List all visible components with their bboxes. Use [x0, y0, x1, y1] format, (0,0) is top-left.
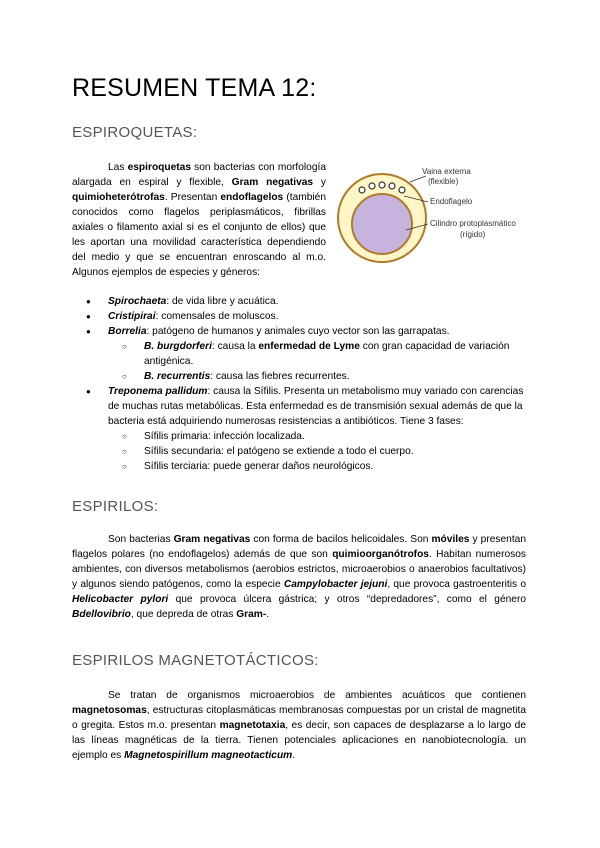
list-item: ● Borrelia: patógeno de humanos y animales cuyo vector son las garrapatas. ○ B. burgdorferi: causa la enfermedad de Lyme con gran capacidad de variación antigénica. ○ B. recurrentis: causa las fiebres recurrentes. — [86, 324, 526, 384]
magnetotacticos-paragraph: Se tratan de organismos microaerobios de ambientes acuáticos que contienen magnetosomas, estructuras citoplasmáticas membranosas compuestas por un cristal de magnetita o gregita. Estos m.o. presentan magnetotaxia, es decir, son capaces de desplazarse a lo largo de las líneas magnéticas de la tierra. Tienen potenciales aplicaciones en nanobiotecnología. un ejemplo es Magnetospirillum magneotacticum. — [72, 690, 526, 761]
list-item: ○ Sífilis secundaria: el patógeno se extiende a todo el cuerpo. — [108, 444, 526, 459]
espirilos-paragraph: Son bacterias Gram negativas con forma de bacilos helicoidales. Son móviles y presentan flagelos polares (no endoflagelos) además de que son quimioorganótrofos. Habitan numerosos ambientes, con diversos metabolismos (aerobios estrictos, microaerobios o anaerobios facultativos) y algunos siendo patógenos, como la especie Campylobacter jejuni, que provoca gastroenteritis o Helicobacter pylori que provoca úlcera gástrica; y otros “depredadores”, como el género Bdellovibrio, que depreda de otras Gram-. — [72, 534, 527, 620]
list-item: ○ Sífilis primaria: infección localizada. — [108, 429, 526, 444]
endoflagellum-1 — [359, 187, 365, 193]
endoflagellum-5 — [399, 187, 405, 193]
list-item: ○ B. recurrentis: causa las fiebres recurrentes. — [108, 369, 526, 384]
label-outer-sheath: Vaina externa — [422, 167, 471, 176]
espiroquetas-intro: Las espiroquetas son bacterias con morfología alargada en espiral y flexible, Gram negativas y quimioheterótrofas. Presentan endoflagelos (también conocidos como flagelos periplasmáticos, fibrillas axiales o filamento axial si es el conjunto de ellos) que les aportan una movilidad característica dependiendo del medio y que se encuentran enroscando al m.o. Algunos ejemplos de especies y géneros: — [72, 162, 326, 278]
label-cylinder-2: (rígido) — [460, 230, 486, 239]
section-heading-espiroquetas: ESPIROQUETAS: — [72, 124, 198, 141]
label-endoflagellum: Endoflagelo — [430, 197, 473, 206]
endoflagellum-4 — [389, 183, 395, 189]
species-list — [86, 294, 526, 474]
list-item: ● Spirochaeta: de vida libre y acuática. — [86, 294, 526, 309]
spirochete-cross-section-diagram — [334, 160, 534, 290]
list-item: ○ Sífilis terciaria: puede generar daños neurológicos. — [108, 459, 526, 474]
endoflagellum-2 — [369, 183, 375, 189]
list-item: ○ B. burgdorferi: causa la enfermedad de Lyme con gran capacidad de variación antigénica. — [108, 339, 526, 369]
list-item: ● Treponema pallidum: causa la Sífilis. Presenta un metabolismo muy variado con carencias de muchas rutas metabólicas. Esta enfermedad es de transmisión sexual además de que la bacteria está adquiriendo numerosas resistencias a antibióticos. Tiene 3 fases: ○ Sífilis primaria: infección localizada. ○ Sífilis secundaria: el patógeno se extiende a todo el cuerpo. ○ Sífilis terciaria: puede generar daños neurológicos. — [86, 384, 526, 474]
endoflagellum-3 — [379, 182, 385, 188]
protoplasmic-cylinder — [352, 194, 412, 254]
label-cylinder: Cilindro protoplasmático — [430, 219, 516, 228]
section-heading-espirilos: ESPIRILOS: — [72, 498, 159, 515]
page-title: RESUMEN TEMA 12: — [72, 74, 317, 102]
list-item: ● Cristipirai: comensales de moluscos. — [86, 309, 526, 324]
section-heading-magnetotacticos: ESPIRILOS MAGNETOTÁCTICOS: — [72, 652, 319, 669]
label-outer-sheath-2: (flexible) — [428, 177, 459, 186]
